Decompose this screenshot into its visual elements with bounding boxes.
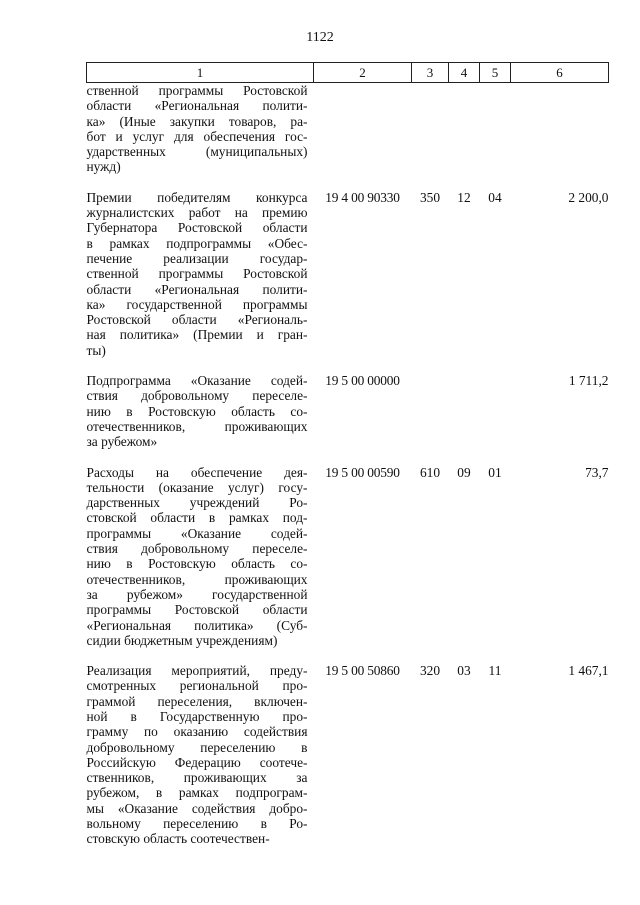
- row-amount: 2 200,0: [568, 189, 609, 205]
- row-description: [87, 83, 314, 175]
- column-header-1: 1: [87, 63, 314, 83]
- description-line: журналистских работ на премию: [86, 205, 308, 221]
- row-amount: 1 467,1: [568, 663, 609, 679]
- row-amount: 1 711,2: [568, 373, 609, 389]
- description-line: Реализация мероприятий, преду-: [86, 663, 308, 679]
- table-row: [87, 83, 609, 175]
- budget-table: [86, 62, 609, 847]
- row-expense-type: [412, 83, 449, 175]
- description-line: ка» государственной программы: [86, 296, 308, 312]
- row-code: 19 5 00 50860: [325, 663, 400, 679]
- column-header-6: 6: [511, 63, 609, 83]
- description-line: отечественников, проживающих: [86, 571, 308, 587]
- description-line: ка» (Иные закупки товаров, ра-: [86, 113, 308, 129]
- description-line: области «Региональная полити-: [86, 98, 308, 114]
- description-line: тельности (оказание услуг) госу-: [86, 479, 308, 495]
- description-line: нужд): [86, 159, 121, 175]
- description-line: бот и услуг для обеспечения гос-: [86, 128, 308, 144]
- description-line: ствия добровольному переселе-: [86, 541, 308, 557]
- description-line: дарственных учреждений Ро-: [86, 495, 308, 511]
- description-line: нию в Ростовскую область со-: [86, 556, 308, 572]
- row-section: 09: [457, 464, 471, 480]
- description-line: ной в Государственную про-: [86, 708, 308, 724]
- description-line: Российскую Федерацию соотече-: [86, 754, 308, 770]
- row-subsection: 04: [488, 189, 502, 205]
- table-row: [87, 373, 609, 449]
- description-line: нию в Ростовскую область со-: [86, 403, 308, 419]
- description-line: программы Ростовской области: [86, 602, 308, 618]
- description-line: Ростовской области «Региональ-: [86, 312, 308, 328]
- description-line: сидии бюджетным учреждениям): [86, 632, 278, 648]
- description-line: программы «Оказание содей-: [86, 525, 308, 541]
- row-description: [87, 373, 314, 449]
- row-description: [87, 465, 314, 649]
- row-subsection: [480, 373, 511, 449]
- description-line: Подпрограмма «Оказание содей-: [86, 373, 308, 389]
- row-section: 03: [457, 663, 471, 679]
- row-description: [87, 190, 314, 358]
- description-line: Премии победителям конкурса: [86, 189, 308, 205]
- description-line: «Региональная политика» (Суб-: [86, 617, 308, 633]
- description-line: добровольному переселению в: [86, 739, 308, 755]
- row-section: 12: [457, 189, 471, 205]
- row-section: [449, 83, 480, 175]
- row-spacer: [87, 358, 609, 373]
- description-line: печение реализации государ-: [86, 250, 308, 266]
- description-line: области «Региональная полити-: [86, 281, 308, 297]
- description-line: Расходы на обеспечение дея-: [86, 464, 308, 480]
- column-header-4: 4: [449, 63, 480, 83]
- row-subsection: 01: [488, 464, 502, 480]
- column-header-5: 5: [480, 63, 511, 83]
- description-line: вольному переселению в Ро-: [86, 816, 308, 832]
- table-row: [87, 663, 609, 847]
- row-section: [449, 373, 480, 449]
- description-line: стовской области в рамках под-: [86, 510, 308, 526]
- description-line: ственников, проживающих за: [86, 770, 308, 786]
- row-expense-type: 320: [419, 663, 441, 679]
- row-spacer: [87, 648, 609, 663]
- row-expense-type: 350: [419, 189, 441, 205]
- description-line: отечественников, проживающих: [86, 418, 308, 434]
- row-subsection: [480, 83, 511, 175]
- row-description: [87, 663, 314, 847]
- row-code: 19 5 00 00000: [325, 373, 400, 389]
- row-code: 19 5 00 00590: [325, 464, 400, 480]
- description-line: ствия добровольному переселе-: [86, 388, 308, 404]
- row-amount: [511, 83, 609, 175]
- description-line: Губернатора Ростовской области: [86, 220, 308, 236]
- table-row: [87, 190, 609, 358]
- column-header-2: 2: [314, 63, 412, 83]
- row-subsection: 11: [488, 663, 502, 679]
- page-number: 1122: [306, 30, 334, 45]
- row-spacer: [87, 450, 609, 465]
- row-code: 19 4 00 90330: [325, 189, 400, 205]
- table-row: [87, 465, 609, 649]
- description-line: за рубежом»: [86, 434, 158, 450]
- table-body: [87, 83, 609, 847]
- description-line: стовскую область соотечествен-: [86, 831, 270, 847]
- row-spacer: [87, 175, 609, 190]
- description-line: грамму по оказанию содействия: [86, 724, 308, 740]
- description-line: рубежом, в рамках подпрограм-: [86, 785, 308, 801]
- description-line: ты): [86, 342, 106, 358]
- column-header-3: 3: [412, 63, 449, 83]
- description-line: за рубежом» государственной: [86, 586, 308, 602]
- description-line: ственной программы Ростовской: [86, 83, 308, 98]
- description-line: граммой переселения, включен-: [86, 693, 308, 709]
- description-line: в рамках подпрограммы «Обес-: [86, 235, 308, 251]
- description-line: ная политика» (Премии и гран-: [86, 327, 308, 343]
- description-line: смотренных региональной про-: [86, 678, 308, 694]
- description-line: ственной программы Ростовской: [86, 266, 308, 282]
- row-expense-type: [412, 373, 449, 449]
- header-row: [87, 63, 609, 83]
- row-code: [314, 83, 412, 175]
- row-expense-type: 610: [419, 464, 441, 480]
- description-line: мы «Оказание содействия добро-: [86, 800, 308, 816]
- row-amount: 73,7: [585, 464, 609, 480]
- description-line: ударственных (муниципальных): [86, 144, 308, 160]
